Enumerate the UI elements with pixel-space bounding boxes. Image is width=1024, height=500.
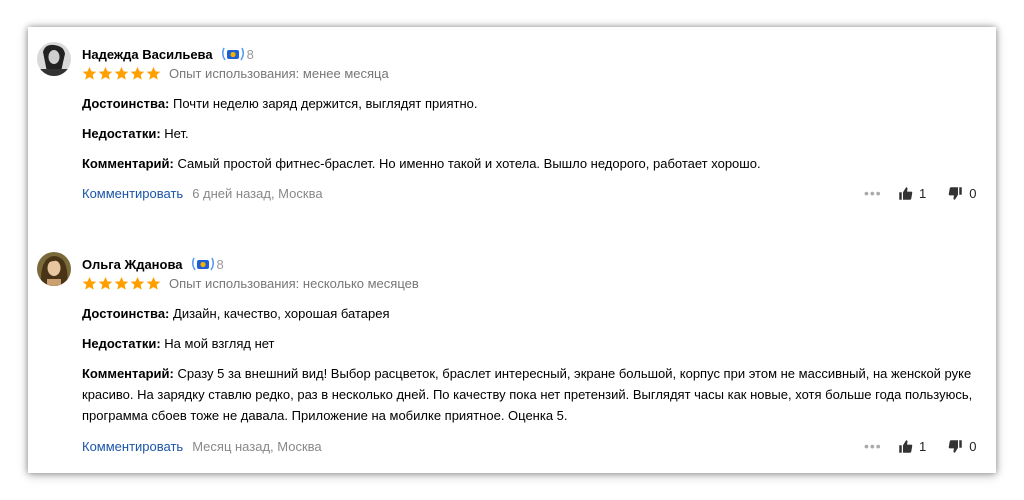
star-icon <box>114 276 129 291</box>
star-icon <box>130 276 145 291</box>
comment-text: Сразу 5 за внешний вид! Выбор расцветок, браслет интересный, экране большой, корпус при этом не массивный, на женской руке красиво. На зарядку ставлю редко, раз в несколько дней. По качеству пока нет претензий. Выглядят часы как новые, хотя больше года пользуюсь, программа сбоев тоже не давала. Приложение на мобилке приятное. Оценка 5. <box>82 366 973 423</box>
pros-text: Дизайн, качество, хорошая батарея <box>173 306 390 321</box>
avatar[interactable] <box>37 252 71 286</box>
rating-stars <box>82 66 161 81</box>
like-count: 1 <box>919 438 927 454</box>
laurel-badge-icon <box>190 256 216 272</box>
review-meta: Месяц назад, Москва <box>192 438 322 454</box>
review-actions <box>864 437 976 455</box>
cons-field <box>82 123 987 144</box>
like-button[interactable] <box>898 186 926 201</box>
author-name[interactable]: Надежда Васильева <box>82 46 213 62</box>
more-options-icon[interactable]: ••• <box>864 438 882 454</box>
thumbs-down-icon <box>948 439 963 454</box>
pros-label: Достоинства: <box>82 96 170 111</box>
badge-count: 8 <box>246 46 254 62</box>
comment-button[interactable]: Комментировать <box>82 185 184 201</box>
pros-field <box>82 93 987 114</box>
rating-row <box>82 64 389 82</box>
comment-text: Самый простой фитнес-браслет. Но именно такой и хотела. Вышло недорого, работает хорошо. <box>177 156 761 171</box>
review-meta: 6 дней назад, Москва <box>192 185 323 201</box>
star-icon <box>130 66 145 81</box>
cons-label: Недостатки: <box>82 336 161 351</box>
comment-field <box>82 363 987 426</box>
review-footer <box>82 437 982 455</box>
reviews-card <box>28 27 996 473</box>
star-icon <box>146 276 161 291</box>
avatar[interactable] <box>37 42 71 76</box>
star-icon <box>82 276 97 291</box>
review-footer <box>82 184 982 202</box>
like-button[interactable] <box>898 439 926 454</box>
thumbs-down-icon <box>948 186 963 201</box>
thumbs-up-icon <box>898 439 913 454</box>
dislike-count: 0 <box>969 438 977 454</box>
expert-badge <box>190 256 224 272</box>
expert-badge <box>220 46 254 62</box>
comment-label: Комментарий: <box>82 366 174 381</box>
author-row <box>82 45 254 63</box>
star-icon <box>98 66 113 81</box>
comment-label: Комментарий: <box>82 156 174 171</box>
review-item <box>28 237 996 473</box>
review-item <box>28 27 996 227</box>
star-icon <box>114 66 129 81</box>
comment-field <box>82 153 987 174</box>
rating-stars <box>82 276 161 291</box>
dislike-count: 0 <box>969 185 977 201</box>
cons-field <box>82 333 987 354</box>
dislike-button[interactable] <box>948 439 976 454</box>
author-name[interactable]: Ольга Жданова <box>82 256 183 272</box>
pros-text: Почти неделю заряд держится, выглядят приятно. <box>173 96 478 111</box>
rating-row <box>82 274 419 292</box>
pros-label: Достоинства: <box>82 306 170 321</box>
cons-text: На мой взгляд нет <box>164 336 275 351</box>
comment-button[interactable]: Комментировать <box>82 438 184 454</box>
dislike-button[interactable] <box>948 186 976 201</box>
laurel-badge-icon <box>220 46 246 62</box>
cons-label: Недостатки: <box>82 126 161 141</box>
star-icon <box>98 276 113 291</box>
more-options-icon[interactable]: ••• <box>864 185 882 201</box>
thumbs-up-icon <box>898 186 913 201</box>
star-icon <box>146 66 161 81</box>
star-icon <box>82 66 97 81</box>
author-row <box>82 255 224 273</box>
review-actions <box>864 184 976 202</box>
pros-field <box>82 303 987 324</box>
cons-text: Нет. <box>164 126 189 141</box>
badge-count: 8 <box>216 256 224 272</box>
like-count: 1 <box>919 185 927 201</box>
usage-experience: Опыт использования: несколько месяцев <box>169 275 419 291</box>
usage-experience: Опыт использования: менее месяца <box>169 65 389 81</box>
